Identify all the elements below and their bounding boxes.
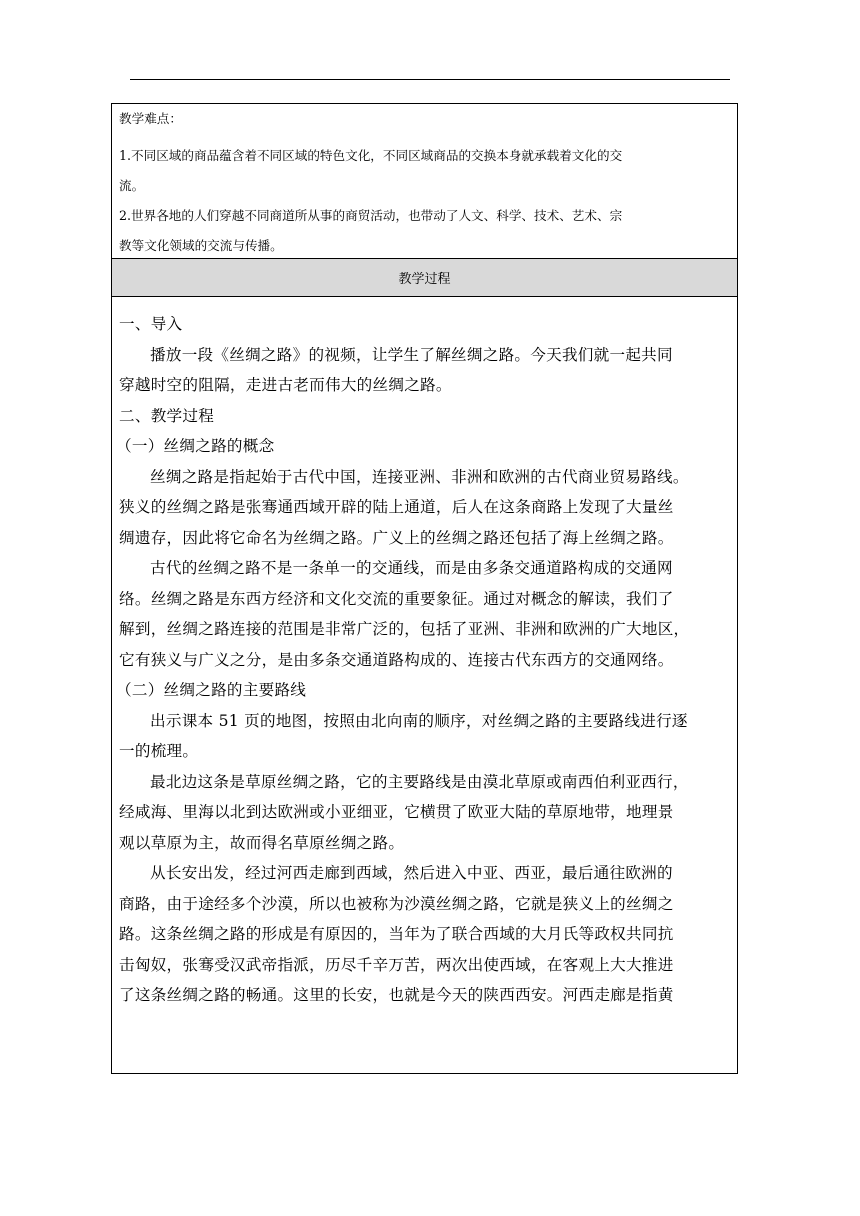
paragraph-line: 击匈奴，张骞受汉武帝指派，历尽千辛万苦，两次出使西域，在客观上大大推进 <box>119 955 674 974</box>
section-title: 一、导入 <box>119 315 183 333</box>
paragraph-line: 丝绸之路是指起始于古代中国，连接亚洲、非洲和欧洲的古代商业贸易路线。 <box>150 467 689 486</box>
paragraph-line: 穿越时空的阻隔，走进古老而伟大的丝绸之路。 <box>119 376 452 394</box>
paragraph-line: 狭义的丝绸之路是张骞通西域开辟的陆上通道，后人在这条商路上发现了大量丝 <box>119 498 674 516</box>
paragraph-line: 一的梳理。 <box>119 742 199 760</box>
paragraph-line: 商路，由于途经多个沙漠，所以也被称为沙漠丝绸之路，它就是狭义上的丝绸之 <box>119 894 674 913</box>
difficulty-line: 流。 <box>119 178 145 193</box>
paragraph-line: 它有狭义与广义之分，是由多条交通道路构成的、连接古代东西方的交通网络。 <box>119 650 674 669</box>
paragraph-line: 绸遗存，因此将它命名为丝绸之路。广义上的丝绸之路还包括了海上丝绸之路。 <box>119 528 674 547</box>
paragraph-line: 路。这条丝绸之路的形成是有原因的，当年为了联合西域的大月氏等政权共同抗 <box>119 925 674 943</box>
difficulty-line: 教等文化领域的交流与传播。 <box>119 238 283 253</box>
difficulty-line: 1.不同区域的商品蕴含着不同区域的特色文化，不同区域商品的交换本身就承载着文化的交 <box>119 148 623 163</box>
lesson-plan-table <box>111 103 738 1074</box>
section-title: 二、教学过程 <box>119 406 215 425</box>
paragraph-line: 播放一段《丝绸之路》的视频，让学生了解丝绸之路。今天我们就一起共同 <box>150 345 673 364</box>
paragraph-line: 解到，丝绸之路连接的范围是非常广泛的，包括了亚洲、非洲和欧洲的广大地区， <box>119 620 690 638</box>
paragraph-line: 经咸海、里海以北到达欧洲或小亚细亚，它横贯了欧亚大陆的草原地带，地理景 <box>119 803 674 821</box>
paragraph-line: 观以草原为主，故而得名草原丝绸之路。 <box>119 833 405 852</box>
paragraph-line: 从长安出发，经过河西走廊到西域，然后进入中亚、西亚，最后通往欧洲的 <box>150 864 673 882</box>
teaching-difficulties-cell <box>112 104 737 259</box>
paragraph-line: 古代的丝绸之路不是一条单一的交通线，而是由多条交通道路构成的交通网 <box>150 559 673 577</box>
subsection-title: （二）丝绸之路的主要路线 <box>116 681 307 699</box>
paragraph-line: 出示课本 51 页的地图，按照由北向南的顺序，对丝绸之路的主要路线进行逐 <box>150 711 688 730</box>
paragraph-line: 络。丝绸之路是东西方经济和文化交流的重要象征。通过对概念的解读，我们了 <box>119 589 674 608</box>
teaching-process-heading: 教学过程 <box>112 259 737 297</box>
header-rule <box>130 79 730 80</box>
subsection-title: （一）丝绸之路的概念 <box>116 437 275 455</box>
paragraph-line: 了这条丝绸之路的畅通。这里的长安，也就是今天的陕西西安。河西走廊是指黄 <box>119 986 674 1004</box>
difficulties-heading: 教学难点： <box>119 111 182 126</box>
paragraph-line: 最北边这条是草原丝绸之路，它的主要路线是由漠北草原或南西伯利亚西行， <box>150 772 689 791</box>
difficulty-line: 2.世界各地的人们穿越不同商道所从事的商贸活动，也带动了人文、科学、技术、艺术、宗 <box>119 208 623 223</box>
teaching-process-cell <box>112 297 737 1073</box>
